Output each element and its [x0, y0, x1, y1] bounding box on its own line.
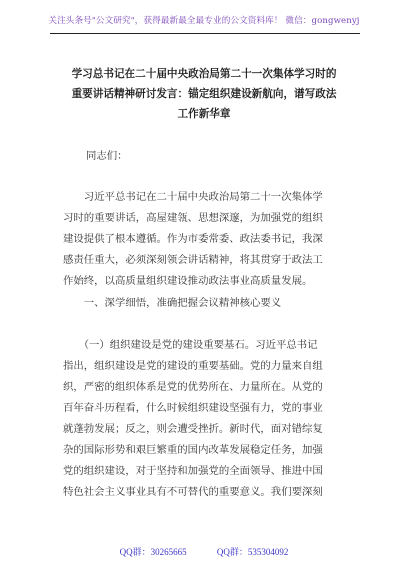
footer-qq-group-1: QQ群：30265665: [119, 547, 187, 557]
document-title: [52, 64, 356, 124]
paragraph-line: 习近平总书记在二十届中央政治局第二十一次集体学: [63, 191, 323, 203]
paragraph-line: 习时的重要讲话，高屋建瓴、思想深邃，为加强党的组织: [63, 212, 323, 224]
title-line: 学习总书记在二十届中央政治局第二十一次集体学习时的: [71, 68, 337, 80]
section-heading: 一、深学细悟，准确把握会议精神核心要义: [63, 297, 282, 309]
paragraph-intro: [63, 187, 353, 292]
paragraph-line: 感责任重大，必须深刻领会讲话精神，将其贯穿于政法工: [63, 254, 323, 266]
header-divider: [50, 33, 360, 34]
footer-qq-group-2: QQ群：535304092: [216, 547, 289, 557]
paragraph-line: （一）组织建设是党的建设重要基石。习近平总书记: [63, 339, 318, 351]
page-footer: [0, 545, 408, 558]
paragraph-line: 作始终，以高质量组织建设推动政法事业高质量发展。: [63, 275, 313, 287]
page-header-promo: 关注头条号"公文研究"，获得最新最全最专业的公文资料库！ 微信：gongwenyj: [48, 16, 360, 26]
paragraph-line: 织，严密的组织体系是党的优势所在、力量所在。从党的: [63, 381, 323, 393]
paragraph-body: [63, 335, 353, 503]
paragraph-line: 建设提供了根本遵循。作为市委常委、政法委书记，我深: [63, 233, 323, 245]
paragraph-line: 百年奋斗历程看，什么时候组织建设坚强有力，党的事业: [63, 402, 323, 414]
paragraph-line: 指出，组织建设是党的建设的重要基础。党的力量来自组: [63, 360, 323, 372]
paragraph-line: 党的组织建设，对于坚持和加强党的全面领导、推进中国: [63, 465, 323, 477]
paragraph-line: 杂的国际形势和艰巨繁重的国内改革发展稳定任务，加强: [63, 444, 323, 456]
title-line: 工作新华章: [177, 108, 231, 120]
paragraph-line: 特色社会主义事业具有不可替代的重要意义。我们要深刻: [63, 486, 323, 498]
greeting: 同志们：: [86, 150, 128, 162]
paragraph-line: 就蓬勃发展；反之，则会遭受挫折。新时代，面对错综复: [63, 423, 323, 435]
title-line: 重要讲话精神研讨发言：锚定组织建设新航向，谱写政法: [71, 88, 337, 100]
